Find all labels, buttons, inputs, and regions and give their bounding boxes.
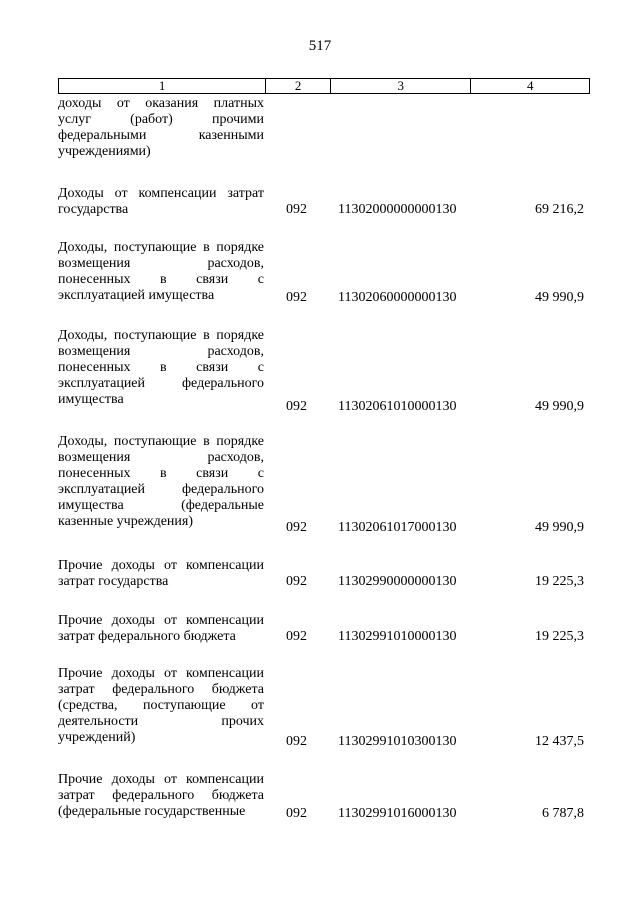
row-admin-code: 092 xyxy=(286,734,307,749)
row-admin-code: 092 xyxy=(286,290,307,305)
row-description: Прочие доходы от компенсации затрат федерального бюджета (федеральные государственные xyxy=(58,772,264,819)
row-description: Прочие доходы от компенсации затрат федерального бюджета xyxy=(58,613,264,644)
row-description: доходы от оказания платных услуг (работ) прочими федеральными казенными учреждениями) xyxy=(58,96,264,159)
row-amount: 6 787,8 xyxy=(542,806,584,821)
table-header xyxy=(58,78,590,94)
row-kbk: 11302991010300130 xyxy=(338,734,457,749)
row-admin-code: 092 xyxy=(286,202,307,217)
header-col-2: 2 xyxy=(266,79,331,93)
header-col-3: 3 xyxy=(331,79,471,93)
row-description: Прочие доходы от компенсации затрат государства xyxy=(58,558,264,589)
row-kbk: 11302060000000130 xyxy=(338,290,457,305)
row-admin-code: 092 xyxy=(286,806,307,821)
row-kbk: 11302991016000130 xyxy=(338,806,457,821)
row-description: Доходы от компенсации затрат государства xyxy=(58,186,264,217)
row-description: Доходы, поступающие в порядке возмещения расходов, понесенных в связи с эксплуатацией имущества xyxy=(58,240,264,303)
row-description: Доходы, поступающие в порядке возмещения расходов, понесенных в связи с эксплуатацией федерального имущества (федеральные казенные учреждения) xyxy=(58,434,264,529)
row-kbk: 11302990000000130 xyxy=(338,574,457,589)
row-admin-code: 092 xyxy=(286,574,307,589)
row-admin-code: 092 xyxy=(286,399,307,414)
row-admin-code: 092 xyxy=(286,629,307,644)
row-amount: 49 990,9 xyxy=(535,520,584,535)
row-description: Прочие доходы от компенсации затрат федерального бюджета (средства, поступающие от деятельности прочих учреждений) xyxy=(58,666,264,745)
row-amount: 19 225,3 xyxy=(535,629,584,644)
row-amount: 19 225,3 xyxy=(535,574,584,589)
row-kbk: 11302000000000130 xyxy=(338,202,457,217)
row-amount: 49 990,9 xyxy=(535,399,584,414)
row-kbk: 11302991010000130 xyxy=(338,629,457,644)
header-col-1: 1 xyxy=(59,79,266,93)
row-amount: 69 216,2 xyxy=(535,202,584,217)
row-description: Доходы, поступающие в порядке возмещения расходов, понесенных в связи с эксплуатацией федерального имущества xyxy=(58,328,264,407)
row-amount: 49 990,9 xyxy=(535,290,584,305)
row-admin-code: 092 xyxy=(286,520,307,535)
header-col-4: 4 xyxy=(526,78,534,93)
row-kbk: 11302061010000130 xyxy=(338,399,457,414)
row-amount: 12 437,5 xyxy=(535,734,584,749)
page-number: 517 xyxy=(308,38,332,54)
row-kbk: 11302061017000130 xyxy=(338,520,457,535)
